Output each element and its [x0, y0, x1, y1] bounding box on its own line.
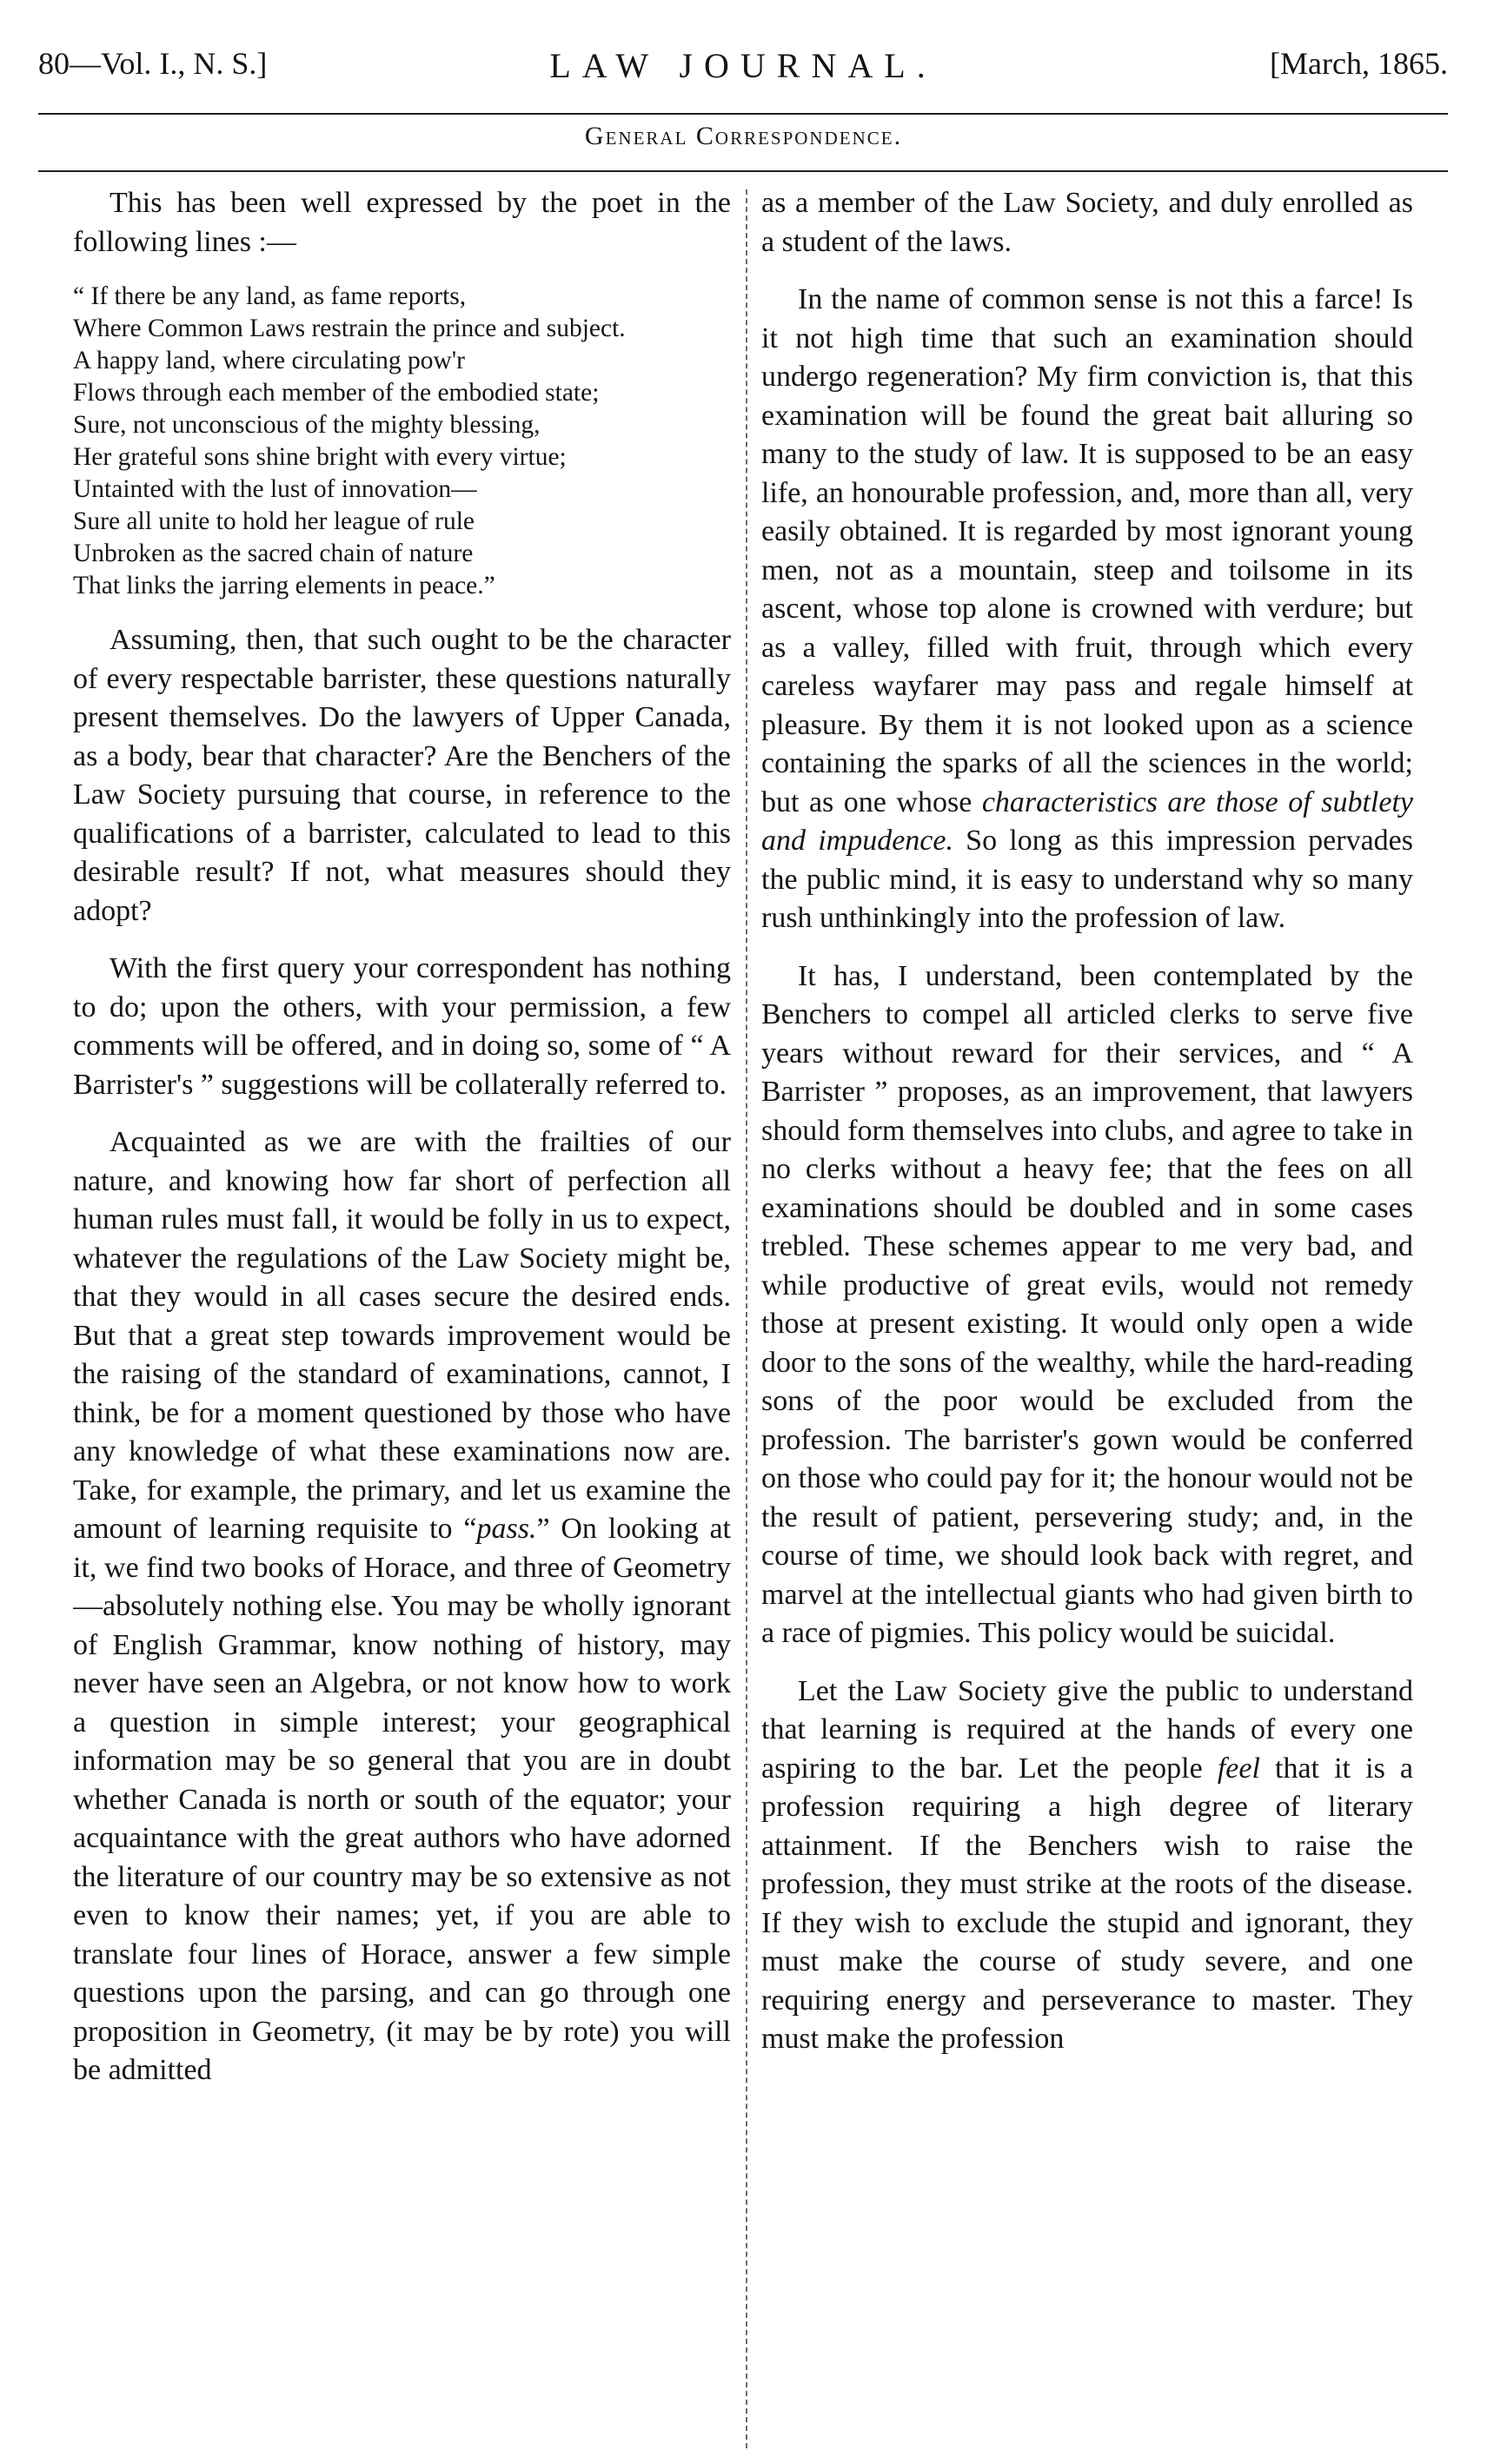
poem-quotation — [73, 281, 731, 602]
journal-title: LAW JOURNAL. — [549, 46, 937, 85]
paragraph-first-query: With the first query your correspondent has nothing to do; upon the others, with your permission, a few comments will be offered, and in doing so, some of “ A Barrister's ” suggestions will be collaterally referred to. — [73, 952, 731, 1101]
page-header — [38, 45, 1448, 97]
poem-line: Unbroken as the sacred chain of nature — [73, 540, 474, 567]
header-rule — [38, 113, 1448, 115]
poem-line: Flows through each member of the embodied state; — [73, 379, 600, 407]
left-column — [73, 184, 731, 2452]
section-title: General Correspondence. — [584, 122, 903, 150]
paragraph-text: that it is a profession requiring a high degree of literary attainment. If the Benchers wish to raise the profession, they must strike at the roots of the disease. If they wish to exclude the stupid and ignorant, they must make the course of study severe, and one requiring energy and perseverance to master. They must make the profession — [761, 1752, 1413, 2055]
page-reference: 80—Vol. I., N. S.] — [38, 46, 268, 81]
poem-line: A happy land, where circulating pow'r — [73, 347, 465, 374]
italic-word-feel: feel — [1217, 1752, 1260, 1785]
paragraph-continued: as a member of the Law Society, and duly enrolled as a student of the laws. — [761, 187, 1413, 258]
poem-line: Sure all unite to hold her league of rule — [73, 507, 475, 535]
paragraph-assuming: Assuming, then, that such ought to be the character of every respectable barrister, these questions naturally present themselves. Do the lawyers of Upper Canada, as a body, bear that character? Are the Benchers of the Law Society pursuing that course, in reference to the qualifications of a barrister, calculated to lead to this desirable result? If not, what measures should they adopt? — [73, 624, 731, 927]
poem-line: That links the jarring elements in peace.” — [73, 572, 495, 599]
paragraph-intro: This has been well expressed by the poet in the following lines :— — [73, 187, 731, 258]
paragraph-text: ” On looking at it, we find two books of Horace, and three of Geometry—absolutely nothing else. You may be wholly ignorant of English Grammar, know nothing of history, may never have seen an Algebra, or not know how to work a question in simple interest; your geographical information may be so general that you are in doubt whether Canada is north or south of the equator; your acquaintance with the great authors who have adorned the literature of our country may be so extensive as not even to know their names; yet, if you are able to translate four lines of Horace, answer a few simple questions upon the parsing, and can go through one proposition in Geometry, (it may be by rote) you will be admitted — [73, 1513, 731, 2086]
poem-line: “ If there be any land, as fame reports, — [73, 282, 467, 310]
paragraph-text: So long as this impression pervades the public mind, it is easy to understand why so many rush unthinkingly into the profession of law. — [761, 825, 1413, 934]
poem-line: Untainted with the lust of innovation— — [73, 475, 477, 503]
poem-line: Where Common Laws restrain the prince and subject. — [73, 315, 626, 342]
paragraph-text: Acquainted as we are with the frailties of our nature, and knowing how far short of perfection all human rules must fall, it would be folly in us to expect, whatever the regulations of the Law Society might be, that they would in all cases secure the desired ends. But that a great step towards improvement would be the raising of the standard of examinations, cannot, I think, be for a moment questioned by those who have any knowledge of what these examinations now are. Take, for example, the primary, and let us examine the amount of learning requisite to “ — [73, 1126, 731, 1545]
paragraph-text: Let the Law Society give the public to understand that learning is required at the hands of every one aspiring to the bar. Let the people — [761, 1674, 1413, 1785]
section-rule — [38, 170, 1448, 172]
paragraph-law-society — [761, 1672, 1413, 2059]
paragraph-acquainted — [73, 1123, 731, 2090]
poem-line: Her grateful sons shine bright with every virtue; — [73, 443, 567, 471]
italic-phrase: characteristics are those of subtlety and impudence. — [761, 785, 1413, 857]
right-column — [761, 184, 1413, 2452]
italic-word-pass: pass. — [476, 1513, 537, 1545]
paragraph-common-sense — [761, 281, 1413, 938]
column-divider — [746, 189, 747, 2448]
poem-line: Sure, not unconscious of the mighty blessing, — [73, 411, 541, 439]
issue-date: [March, 1865. — [1270, 46, 1448, 81]
paragraph-text: In the name of common sense is not this a farce! Is it not high time that such an examination should undergo regeneration? My firm conviction is, that this examination will be found the great bait alluring so many to the study of law. It is supposed to be an easy life, an honourable profession, and, more than all, very easily obtained. It is regarded by most ignorant young men, not as a mountain, steep and toilsome in its ascent, whose top alone is crowned with verdure; but as a valley, filled with fruit, through which every careless wayfarer may pass and regale himself at pleasure. By them it is not looked upon as a science containing the sparks of all the sciences in the world; but as one whose — [761, 283, 1413, 818]
paragraph-contemplated: It has, I understand, been contemplated by the Benchers to compel all articled clerks to serve five years without reward for their services, and “ A Barrister ” proposes, as an improvement, that lawyers should form themselves into clubs, and agree to take in no clerks without a heavy fee; that the fees on all examinations should be doubled and in some cases trebled. These schemes appear to me very bad, and while productive of great evils, would not remedy those at present existing. It would only open a wide door to the sons of the wealthy, while the hard-reading sons of the poor would be excluded from the profession. The barrister's gown would be conferred on those who could pay for it; the honour would not be the result of patient, persevering study; and, in the course of time, we should look back with regret, and marvel at the intellectual giants who had given birth to a race of pigmies. This policy would be suicidal. — [761, 959, 1413, 1649]
